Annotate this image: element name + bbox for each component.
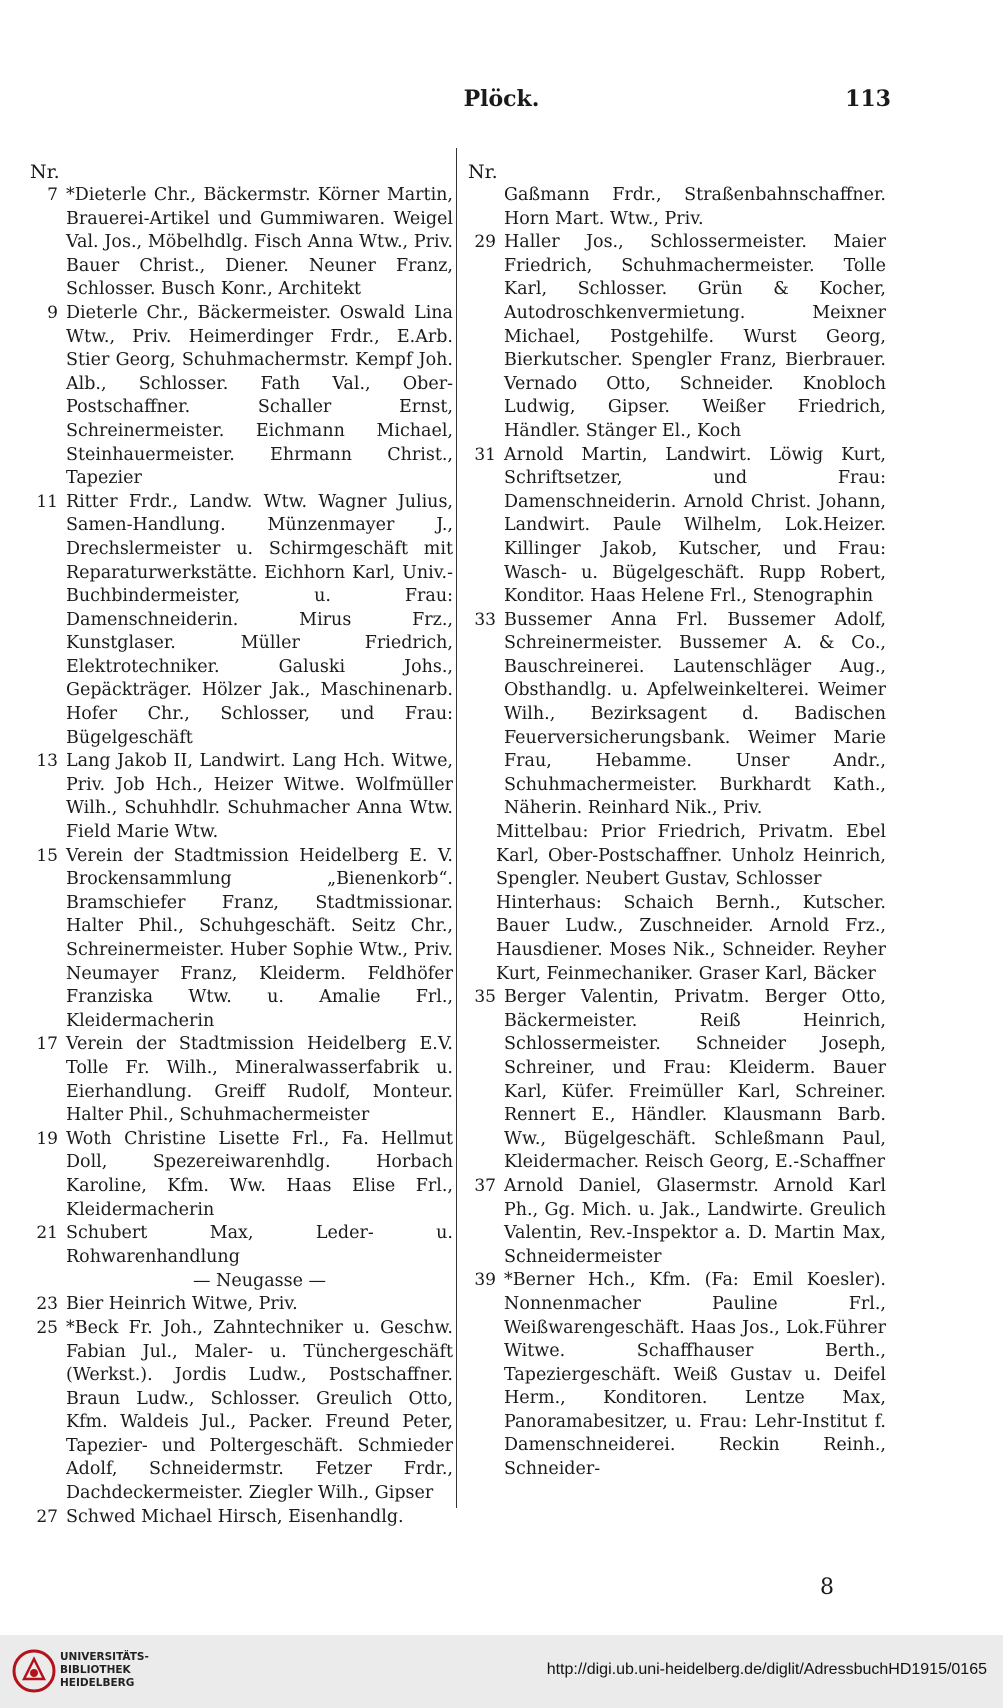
- entry-text: Mittelbau: Prior Friedrich, Privatm. Ebel Karl, Ober-Postschaffner. Unholz Heinrich, Spengler. Neubert Gustav, Schlosser: [496, 822, 886, 890]
- address-entry: [466, 1269, 886, 1481]
- house-number: 9: [47, 302, 58, 323]
- entry-text: Gaßmann Frdr., Straßenbahnschaffner. Horn Mart. Wtw., Priv.: [504, 185, 886, 229]
- address-entry: [28, 1293, 453, 1317]
- left-column: [28, 160, 453, 1529]
- address-entry: [466, 444, 886, 609]
- house-number: 17: [36, 1034, 58, 1055]
- entry-text: Dieterle Chr., Bäckermeister. Oswald Lina Wtw., Priv. Heimerdinger Frdr., E.Arb. Stier Georg, Schuhmachermstr. Kempf Joh. Alb., Schlosser. Fath Val., Ober-Postschaffner. Schaller Ernst, Schreinermeister. Eichmann Michael, Steinhauermeister. Ehrmann Christ., Tapezier: [66, 302, 453, 489]
- right-column: [466, 160, 886, 1482]
- footer-bar: [0, 1635, 1003, 1708]
- page-title: Plöck.: [463, 86, 540, 112]
- entry-text: Lang Jakob II, Landwirt. Lang Hch. Witwe, Priv. Job Hch., Heizer Witwe. Wolfmüller Wilh., Schuhhdlr. Schuhmacher Anna Wtw. Field Marie Wtw.: [66, 751, 453, 843]
- building-section: [466, 892, 886, 986]
- library-name-line: UNIVERSITÄTS-: [60, 1651, 149, 1663]
- entry-text: Schubert Max, Leder- u. Rohwarenhandlung: [66, 1223, 453, 1267]
- entry-text: *Berner Hch., Kfm. (Fa: Emil Koesler). Nonnenmacher Pauline Frl., Weißwarengeschäft. Haas Jos., Lok.Führer Witwe. Schaffhauser Berth., Tapeziergeschäft. Weiß Gustav u. Deifel Herm., Konditoren. Lentze Max, Panoramabesitzer, u. Frau: Lehr-Institut f. Damenschneiderei. Reckin Reinh., Schneider-: [504, 1270, 886, 1480]
- address-entry: [28, 184, 453, 302]
- house-number: 7: [47, 185, 58, 205]
- address-entry: [466, 231, 886, 443]
- page-number: 113: [845, 86, 891, 112]
- building-section: [466, 821, 886, 892]
- library-name: [60, 1651, 149, 1690]
- house-number: 11: [36, 491, 58, 512]
- entry-text: Hinterhaus: Schaich Bernh., Kutscher. Bauer Ludw., Zuschneider. Arnold Frz., Hausdiener. Moses Nik., Schneider. Reyher Kurt, Feinmechaniker. Graser Karl, Bäcker: [496, 892, 886, 984]
- entry-text: Arnold Martin, Landwirt. Löwig Kurt, Schriftsetzer, und Frau: Damenschneiderin. Arnold Christ. Johann, Landwirt. Paule Wilhelm, Lok.Heizer. Killinger Jakob, Kutscher, und Frau: Wasch- u. Bügelgeschäft. Rupp Robert, Konditor. Haas Helene Frl., Stenographin: [504, 444, 886, 607]
- house-number: 23: [36, 1294, 58, 1315]
- entry-text: *Dieterle Chr., Bäckermstr. Körner Martin, Brauerei-Artikel und Gummiwaren. Weigel Val. Jos., Möbelhdlg. Fisch Anna Wtw., Priv. Bauer Christ., Diener. Neuner Franz, Schlosser. Busch Konr., Architekt: [66, 185, 453, 300]
- address-entry: [28, 750, 453, 844]
- library-name-line: HEIDELBERG: [60, 1677, 135, 1689]
- address-entry: [466, 1175, 886, 1269]
- house-number: 27: [36, 1506, 58, 1527]
- entry-text: Verein der Stadtmission Heidelberg E. V. Brockensammlung „Bienenkorb“. Bramschiefer Franz, Stadtmissionar. Halter Phil., Schuhgeschäft. Seitz Chr., Schreinermeister. Huber Sophie Wtw., Priv. Neumayer Franz, Kleiderm. Feldhöfer Franziska Wtw. u. Amalie Frl., Kleidermacherin: [66, 845, 453, 1031]
- entry-text: Ritter Frdr., Landw. Wtw. Wagner Julius, Samen-Handlung. Münzenmayer J., Drechslermeister u. Schirmgeschäft mit Reparaturwerkstätte. Eichhorn Karl, Univ.-Buchbindermeister, u. Frau: Damenschneiderin. Mirus Frz., Kunstglaser. Müller Friedrich, Elektrotechniker. Galuski Johs., Gepäckträger. Hölzer Jak., Maschinenarb. Hofer Chr., Schlosser, und Frau: Bügelgeschäft: [66, 491, 453, 748]
- address-entry: [28, 302, 453, 491]
- house-number: 25: [36, 1317, 58, 1338]
- address-entry: [28, 1033, 453, 1127]
- left-entries-after: [28, 1293, 453, 1529]
- entry-text: *Beck Fr. Joh., Zahntechniker u. Geschw. Fabian Jul., Maler- u. Tünchergeschäft (Werkst.). Jordis Ludw., Postschaffner. Braun Ludw., Schlosser. Greulich Otto, Kfm. Waldeis Jul., Packer. Freund Peter, Tapezier- und Poltergeschäft. Schmieder Adolf, Schneidermstr. Fetzer Frdr., Dachdeckermeister. Ziegler Wilh., Gipser: [66, 1317, 453, 1504]
- house-number: 39: [474, 1270, 496, 1291]
- column-divider: [456, 148, 457, 1508]
- source-link[interactable]: http://digi.ub.uni-heidelberg.de/diglit/AdressbuchHD1915/0165: [546, 1661, 987, 1678]
- entry-text: Haller Jos., Schlossermeister. Maier Friedrich, Schuhmachermeister. Tolle Karl, Schlosser. Grün & Kocher, Autodroschkenvermietung. Meixner Michael, Postgehilfe. Wurst Georg, Bierkutscher. Spengler Franz, Bierbrauer. Vernado Otto, Schneider. Knobloch Ludwig, Gipser. Weißer Friedrich, Händler. Stänger El., Koch: [504, 232, 886, 441]
- address-entry: [466, 986, 886, 1175]
- address-entry: [28, 845, 453, 1034]
- house-number: 37: [474, 1175, 496, 1196]
- house-number: 13: [36, 751, 58, 772]
- address-entry: [28, 1222, 453, 1269]
- continued-entry: [466, 184, 886, 231]
- nr-label: Nr.: [30, 161, 60, 183]
- house-number: 19: [36, 1128, 58, 1149]
- signature-mark: 8: [820, 1575, 834, 1600]
- nr-label: Nr.: [468, 161, 498, 183]
- house-number: 21: [36, 1223, 58, 1244]
- house-number: 15: [36, 845, 58, 866]
- address-entry: [28, 1506, 453, 1530]
- university-seal-icon: [12, 1649, 56, 1693]
- address-entry: [28, 1317, 453, 1506]
- entry-text: Bussemer Anna Frl. Bussemer Adolf, Schreinermeister. Bussemer A. & Co., Bauschreinerei. Lautenschläger Aug., Obsthandlg. u. Apfelweinkelterei. Weimer Wilh., Bezirksagent d. Badischen Feuerversicherungsbank. Weimer Marie Frau, Hebamme. Unser Andr., Schuhmachermeister. Burkhardt Kath., Näherin. Reinhard Nik., Priv.: [504, 609, 886, 819]
- running-head: [0, 86, 1003, 122]
- entry-text: Berger Valentin, Privatm. Berger Otto, Bäckermeister. Reiß Heinrich, Schlossermeister. Schneider Joseph, Schreiner, und Frau: Kleiderm. Bauer Karl, Küfer. Freimüller Karl, Schreiner. Rennert E., Händler. Klausmann Barb. Ww., Bügelgeschäft. Schleßmann Paul, Kleidermacher. Reisch Georg, E.-Schaffner: [504, 987, 886, 1173]
- entry-text: Bier Heinrich Witwe, Priv.: [66, 1294, 298, 1315]
- house-number: 31: [474, 444, 496, 465]
- house-number: 35: [474, 987, 496, 1008]
- entry-text: Verein der Stadtmission Heidelberg E.V. Tolle Fr. Wilh., Mineralwasserfabrik u. Eierhandlung. Greiff Rudolf, Monteur. Halter Phil., Schuhmachermeister: [66, 1034, 453, 1126]
- address-entry: [28, 1128, 453, 1222]
- entry-text: Schwed Michael Hirsch, Eisenhandlg.: [66, 1506, 404, 1527]
- house-number: 29: [474, 232, 496, 253]
- street-heading: — Neugasse —: [192, 1271, 327, 1292]
- address-entry: [28, 491, 453, 751]
- left-entries: [28, 184, 453, 1269]
- library-name-line: BIBLIOTHEK: [60, 1664, 131, 1676]
- entry-text: Arnold Daniel, Glasermstr. Arnold Karl Ph., Gg. Mich. u. Jak., Landwirte. Greulich Valentin, Rev.-Inspektor a. D. Martin Max, Schneidermeister: [504, 1175, 886, 1267]
- address-entry: [466, 609, 886, 821]
- entry-text: Woth Christine Lisette Frl., Fa. Hellmut Doll, Spezereiwarenhdlg. Horbach Karoline, Kfm. Ww. Haas Elise Frl., Kleidermacherin: [66, 1128, 453, 1220]
- house-number: 33: [474, 609, 496, 630]
